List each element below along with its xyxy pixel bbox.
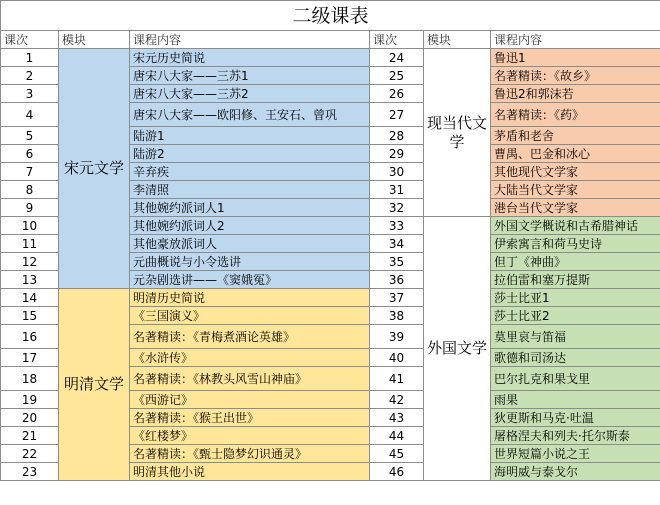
lesson-content: 雨果: [491, 391, 660, 409]
lesson-content: 名著精读：《林教头风雪山神庙》: [130, 367, 370, 391]
lesson-number: 29: [370, 145, 424, 163]
lesson-content: 巴尔扎克和果戈里: [491, 367, 660, 391]
lesson-number: 17: [1, 349, 59, 367]
lesson-content: 明清历史简说: [130, 289, 370, 307]
lesson-content: 李清照: [130, 181, 370, 199]
header-content-left: 课程内容: [130, 31, 370, 49]
header-index-right: 课次: [370, 31, 424, 49]
lesson-number: 37: [370, 289, 424, 307]
lesson-number: 16: [1, 325, 59, 349]
lesson-number: 40: [370, 349, 424, 367]
lesson-content: 歌德和司汤达: [491, 349, 660, 367]
header-module-right: 模块: [424, 31, 491, 49]
lesson-content: 《西游记》: [130, 391, 370, 409]
table-title: 二级课表: [1, 1, 660, 31]
module-ming-qing: 明清文学: [59, 289, 130, 481]
lesson-number: 45: [370, 445, 424, 463]
lesson-number: 3: [1, 85, 59, 103]
lesson-number: 42: [370, 391, 424, 409]
table-row: [1, 49, 660, 67]
lesson-content: 陆游2: [130, 145, 370, 163]
lesson-number: 9: [1, 199, 59, 217]
lesson-content: 名著精读：《药》: [491, 103, 660, 127]
lesson-content: 大陆当代文学家: [491, 181, 660, 199]
lesson-number: 35: [370, 253, 424, 271]
header-row: [1, 31, 660, 49]
lesson-content: 唐宋八大家——三苏2: [130, 85, 370, 103]
lesson-number: 24: [370, 49, 424, 67]
lesson-content: 狄更斯和马克·吐温: [491, 409, 660, 427]
lesson-content: 元杂剧选讲——《窦娥冤》: [130, 271, 370, 289]
lesson-content: 其他婉约派词人1: [130, 199, 370, 217]
lesson-content: 鲁迅2和郭沫若: [491, 85, 660, 103]
lesson-content: 鲁迅1: [491, 49, 660, 67]
lesson-number: 10: [1, 217, 59, 235]
lesson-number: 38: [370, 307, 424, 325]
lesson-content: 莎士比亚2: [491, 307, 660, 325]
lesson-content: 外国文学概说和古希腊神话: [491, 217, 660, 235]
lesson-number: 5: [1, 127, 59, 145]
lesson-content: 名著精读：《甄士隐梦幻识通灵》: [130, 445, 370, 463]
lesson-number: 30: [370, 163, 424, 181]
lesson-number: 1: [1, 49, 59, 67]
lesson-number: 8: [1, 181, 59, 199]
lesson-content: 名著精读：《故乡》: [491, 67, 660, 85]
lesson-number: 19: [1, 391, 59, 409]
lesson-content: 辛弃疾: [130, 163, 370, 181]
module-modern: 现当代文学: [424, 49, 491, 217]
lesson-content: 莫里哀与笛福: [491, 325, 660, 349]
lesson-number: 31: [370, 181, 424, 199]
lesson-number: 11: [1, 235, 59, 253]
lesson-number: 7: [1, 163, 59, 181]
lesson-number: 25: [370, 67, 424, 85]
table-row: [1, 289, 660, 307]
lesson-number: 20: [1, 409, 59, 427]
module-song-yuan: 宋元文学: [59, 49, 130, 289]
lesson-content: 其他豪放派词人: [130, 235, 370, 253]
header-content-right: 课程内容: [491, 31, 660, 49]
lesson-content: 曹禺、巴金和冰心: [491, 145, 660, 163]
lesson-content: 拉伯雷和塞万提斯: [491, 271, 660, 289]
lesson-number: 43: [370, 409, 424, 427]
lesson-number: 23: [1, 463, 59, 481]
lesson-content: 名著精读：《猴王出世》: [130, 409, 370, 427]
lesson-number: 44: [370, 427, 424, 445]
lesson-number: 18: [1, 367, 59, 391]
lesson-number: 33: [370, 217, 424, 235]
lesson-content: 唐宋八大家——三苏1: [130, 67, 370, 85]
lesson-number: 13: [1, 271, 59, 289]
header-module-left: 模块: [59, 31, 130, 49]
lesson-content: 《红楼梦》: [130, 427, 370, 445]
lesson-content: 茅盾和老舍: [491, 127, 660, 145]
lesson-content: 名著精读：《青梅煮酒论英雄》: [130, 325, 370, 349]
lesson-content: 唐宋八大家——欧阳修、王安石、曾巩: [130, 103, 370, 127]
lesson-number: 21: [1, 427, 59, 445]
lesson-number: 2: [1, 67, 59, 85]
lesson-content: 《三国演义》: [130, 307, 370, 325]
lesson-number: 4: [1, 103, 59, 127]
lesson-content: 伊索寓言和荷马史诗: [491, 235, 660, 253]
lesson-content: 其他现代文学家: [491, 163, 660, 181]
lesson-number: 46: [370, 463, 424, 481]
lesson-content: 其他婉约派词人2: [130, 217, 370, 235]
header-index-left: 课次: [1, 31, 59, 49]
lesson-content: 世界短篇小说之王: [491, 445, 660, 463]
lesson-content: 莎士比亚1: [491, 289, 660, 307]
lesson-number: 32: [370, 199, 424, 217]
lesson-content: 明清其他小说: [130, 463, 370, 481]
lesson-number: 36: [370, 271, 424, 289]
lesson-content: 陆游1: [130, 127, 370, 145]
lesson-number: 28: [370, 127, 424, 145]
lesson-number: 34: [370, 235, 424, 253]
lesson-number: 15: [1, 307, 59, 325]
module-foreign: 外国文学: [424, 217, 491, 481]
lesson-number: 27: [370, 103, 424, 127]
lesson-number: 12: [1, 253, 59, 271]
lesson-content: 宋元历史简说: [130, 49, 370, 67]
lesson-number: 14: [1, 289, 59, 307]
lesson-content: 屠格涅夫和列夫·托尔斯泰: [491, 427, 660, 445]
lesson-content: 元曲概说与小令选讲: [130, 253, 370, 271]
lesson-content: 《水浒传》: [130, 349, 370, 367]
lesson-number: 26: [370, 85, 424, 103]
lesson-content: 但丁《神曲》: [491, 253, 660, 271]
lesson-number: 41: [370, 367, 424, 391]
lesson-number: 22: [1, 445, 59, 463]
lesson-number: 39: [370, 325, 424, 349]
lesson-content: 港台当代文学家: [491, 199, 660, 217]
lesson-number: 6: [1, 145, 59, 163]
lesson-content: 海明威与泰戈尔: [491, 463, 660, 481]
